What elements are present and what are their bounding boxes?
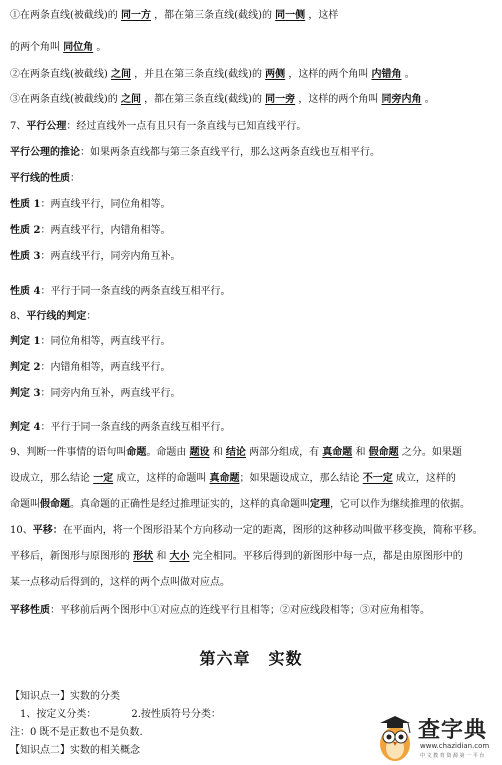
text-segment: 7、 bbox=[10, 121, 27, 132]
text-segment: 完全相同。平移后得到的新图形中每一点，都是由原图形中的 bbox=[189, 551, 463, 562]
text-segment: ，这样的两个角叫 bbox=[285, 69, 372, 80]
text-segment: ，这样 bbox=[305, 10, 339, 21]
text-line bbox=[10, 473, 456, 485]
bold-term: 性质 4 bbox=[10, 286, 41, 297]
answer-blank: 同位角 bbox=[63, 42, 94, 53]
text-line bbox=[10, 94, 435, 106]
bold-term: 平行公理 bbox=[26, 121, 67, 132]
logo-brand-text: 查字典 bbox=[418, 718, 488, 743]
answer-blank: 结论 bbox=[225, 447, 246, 458]
bold-term: 性质 3 bbox=[10, 251, 41, 262]
text-segment: 和 bbox=[209, 447, 226, 458]
text-line bbox=[10, 225, 170, 237]
text-line bbox=[10, 499, 470, 511]
text-segment: 成立，这样的 bbox=[392, 473, 456, 484]
text-segment: 设成立，那么结论 bbox=[10, 473, 94, 484]
chapter-title bbox=[0, 646, 502, 669]
text-segment: ③在两条直线(被截线)的 bbox=[10, 94, 121, 105]
bold-term: 平移性质 bbox=[10, 605, 50, 616]
text-segment: ①在两条直线(被截线)的 bbox=[10, 10, 121, 21]
text-line bbox=[10, 251, 180, 263]
logo-slogan: 中 文 教 育 资 源 第 一 平 台 bbox=[420, 753, 485, 759]
answer-blank: 真命题 bbox=[209, 473, 240, 484]
answer-blank: 同一旁 bbox=[265, 94, 296, 105]
text-segment: ：两直线平行，同位角相等。 bbox=[40, 199, 171, 210]
answer-blank: 内错角 bbox=[371, 69, 402, 80]
answer-blank: 真命题 bbox=[322, 447, 353, 458]
bold-term: 平移： bbox=[32, 525, 63, 536]
text-line bbox=[10, 42, 106, 54]
text-segment: ②在两条直线(被截线) bbox=[10, 69, 111, 80]
text-line bbox=[10, 336, 170, 348]
text-segment: 注：0 既不是正数也不是负数. bbox=[10, 727, 143, 738]
text-segment: 。 bbox=[401, 69, 415, 80]
text-line bbox=[10, 447, 462, 459]
text-line bbox=[10, 311, 96, 323]
text-line bbox=[10, 745, 140, 757]
answer-blank: 两侧 bbox=[265, 69, 286, 80]
text-segment: 和 bbox=[153, 551, 170, 562]
text-segment: ：经过直线外一点有且只有一条直线与已知直线平行。 bbox=[66, 121, 307, 132]
bold-term: 平行公理的推论 bbox=[10, 147, 80, 158]
bold-term: 平行线的性质 bbox=[10, 173, 70, 184]
text-line bbox=[10, 121, 306, 133]
answer-blank: 同一方 bbox=[120, 10, 151, 21]
text-segment: 。 bbox=[421, 94, 435, 105]
bold-term: 判定 1 bbox=[10, 336, 41, 347]
owl-mascot-icon bbox=[376, 711, 414, 763]
text-segment: 【知识点二】实数的相关概念 bbox=[10, 745, 140, 756]
text-segment: 。 bbox=[93, 42, 107, 53]
text-segment: ：两直线平行，同旁内角互补。 bbox=[40, 251, 181, 262]
text-segment: 8、 bbox=[10, 311, 27, 322]
text-line bbox=[10, 173, 80, 185]
text-segment: ： bbox=[86, 311, 97, 322]
bold-term: 假命题 bbox=[40, 499, 70, 510]
answer-blank: 同旁内角 bbox=[381, 94, 422, 105]
text-segment: 命题叫 bbox=[10, 499, 40, 510]
bold-term: 判定 2 bbox=[10, 362, 41, 373]
bold-term: 判定 4 bbox=[10, 422, 41, 433]
text-line bbox=[10, 199, 170, 211]
text-segment: ，都在第三条直线(截线)的 bbox=[150, 10, 276, 21]
text-line bbox=[10, 691, 120, 703]
text-line bbox=[10, 422, 230, 434]
text-segment: ；如果题设成立，那么结论 bbox=[239, 473, 363, 484]
text-segment: 9、判断一件事情的语句叫 bbox=[10, 447, 127, 458]
text-segment: ：平行于同一条直线的两条直线互相平行。 bbox=[40, 286, 231, 297]
text-segment: ： bbox=[70, 173, 80, 184]
text-segment: ：平行于同一条直线的两条直线互相平行。 bbox=[40, 422, 231, 433]
answer-blank: 形状 bbox=[133, 551, 154, 562]
text-segment: ，都在第三条直线(截线)的 bbox=[140, 94, 266, 105]
site-logo bbox=[376, 711, 500, 763]
text-line bbox=[10, 727, 143, 739]
text-line bbox=[10, 525, 483, 537]
text-segment: 平移后，新图形与原图形的 bbox=[10, 551, 134, 562]
text-line bbox=[10, 551, 463, 563]
bold-term: 性质 1 bbox=[10, 199, 41, 210]
bold-term: 定理 bbox=[310, 499, 330, 510]
text-segment: 和 bbox=[352, 447, 369, 458]
text-line bbox=[10, 577, 230, 589]
answer-blank: 同一侧 bbox=[275, 10, 306, 21]
text-line bbox=[10, 709, 221, 721]
text-line bbox=[10, 10, 338, 22]
text-segment: ：平移前后两个图形中①对应点的连线平行且相等；②对应线段相等；③对应角相等。 bbox=[50, 605, 430, 616]
text-segment: ，并且在第三条直线(截线)的 bbox=[130, 69, 266, 80]
text-segment: 1、按定义分类： 2.按性质符号分类： bbox=[10, 709, 221, 720]
text-segment: ：同位角相等，两直线平行。 bbox=[40, 336, 171, 347]
answer-blank: 假命题 bbox=[368, 447, 399, 458]
answer-blank: 之间 bbox=[110, 69, 131, 80]
text-line bbox=[10, 388, 180, 400]
text-line bbox=[10, 605, 430, 617]
bold-term: 性质 2 bbox=[10, 225, 41, 236]
bold-term: 判定 3 bbox=[10, 388, 41, 399]
text-segment: 之分。如果题 bbox=[398, 447, 462, 458]
text-segment: 某一点移动后得到的，这样的两个点叫做对应点。 bbox=[10, 577, 230, 588]
text-segment: ，它可以作为继续推理的依据。 bbox=[330, 499, 470, 510]
text-line bbox=[10, 147, 380, 159]
answer-blank: 不一定 bbox=[362, 473, 393, 484]
text-segment: ：同旁内角互补，两直线平行。 bbox=[40, 388, 181, 399]
logo-url: www.chazidian.com bbox=[420, 742, 490, 750]
answer-blank: 题设 bbox=[189, 447, 210, 458]
bold-term: 命题 bbox=[126, 447, 147, 458]
text-line bbox=[10, 362, 170, 374]
text-segment: ：如果两条直线都与第三条直线平行，那么这两条直线也互相平行。 bbox=[80, 147, 380, 158]
text-segment: ：两直线平行，内错角相等。 bbox=[40, 225, 171, 236]
text-segment: 两部分组成，有 bbox=[245, 447, 323, 458]
text-segment: 。命题由 bbox=[146, 447, 190, 458]
text-segment: 在平面内，将一个图形沿某个方向移动一定的距离，图形的这种移动叫做平移变换，简称平移。 bbox=[62, 525, 483, 536]
text-line bbox=[10, 69, 415, 81]
text-line bbox=[10, 286, 230, 298]
bold-term: 平行线的判定 bbox=[26, 311, 87, 322]
text-segment: 【知识点一】实数的分类 bbox=[10, 691, 120, 702]
answer-blank: 一定 bbox=[93, 473, 114, 484]
text-segment: ，这样的两个角叫 bbox=[295, 94, 382, 105]
answer-blank: 大小 bbox=[169, 551, 190, 562]
text-segment: 的两个角叫 bbox=[10, 42, 64, 53]
chapter-number: 第六章 bbox=[199, 649, 251, 668]
text-segment: 。真命题的正确性是经过推理证实的，这样的真命题叫 bbox=[70, 499, 310, 510]
chapter-name: 实数 bbox=[268, 649, 303, 668]
text-segment: ：内错角相等，两直线平行。 bbox=[40, 362, 171, 373]
answer-blank: 之间 bbox=[120, 94, 141, 105]
text-segment: 成立，这样的命题叫 bbox=[113, 473, 210, 484]
text-segment: 10、 bbox=[10, 525, 33, 536]
